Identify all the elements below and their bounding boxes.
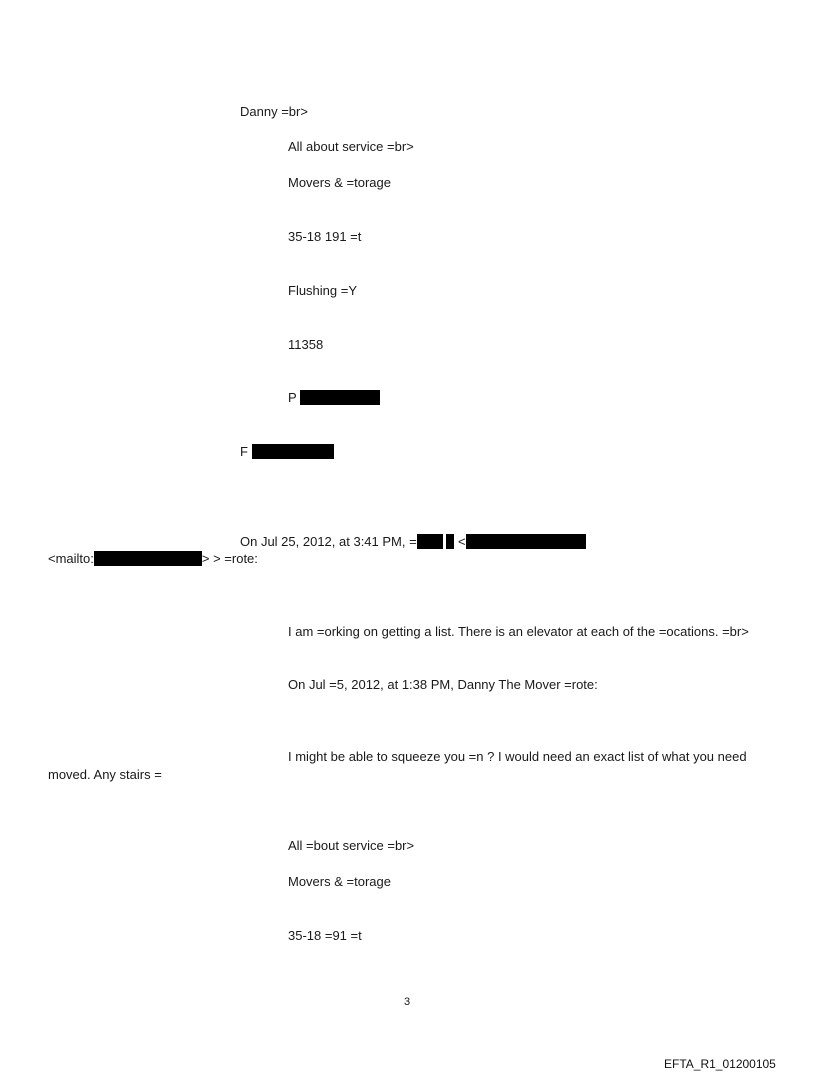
redaction-box [300,390,380,405]
redaction-box [417,534,443,549]
signature-street-2: 35-18 =91 =t [288,928,362,943]
message-squeeze-line2: moved. Any stairs = [48,767,162,782]
signature-service-2: All =bout service =br> [288,838,415,853]
signature-street: 35-18 191 =t [288,229,362,244]
document-id: EFTA_R1_01200105 [664,1057,776,1071]
message-elevator: I am =orking on getting a list. There is an elevator at each of the =ocations. =br> [288,624,749,639]
redaction-box [446,534,454,549]
reply-header-line2 [48,551,258,567]
reply-header-text: On Jul 25, 2012, at 3:41 PM, = [240,534,417,549]
signature-phone [288,390,380,406]
signature-name: Danny =br> [240,104,308,119]
wrote-text: > > =rote: [201,551,258,566]
redaction-box [94,551,202,566]
message-squeeze-line1: I might be able to squeeze you =n ? I would need an exact list of what you need [288,749,747,764]
redaction-box [252,444,334,459]
signature-zip: 11358 [288,337,324,352]
phone-label: P [288,390,297,405]
signature-fax [240,444,334,460]
signature-service: All about service =br> [288,139,414,154]
signature-company: Movers & =torage [288,175,391,190]
redaction-box [466,534,586,549]
signature-company-2: Movers & =torage [288,874,391,889]
fax-label: F [240,444,248,459]
reply-header-lt: < [457,534,466,549]
quote-header: On Jul =5, 2012, at 1:38 PM, Danny The Mover =rote: [288,677,598,692]
reply-header-line1 [240,534,586,550]
page-number: 3 [404,996,411,1008]
mailto-text: <mailto: [48,551,94,566]
signature-city: Flushing =Y [288,283,358,298]
